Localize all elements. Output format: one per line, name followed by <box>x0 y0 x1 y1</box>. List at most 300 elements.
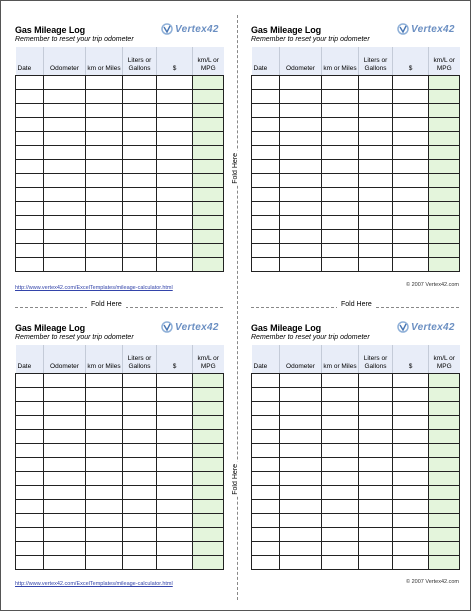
mpg-cell[interactable] <box>429 216 460 230</box>
entry-cell[interactable] <box>252 416 280 430</box>
mpg-cell[interactable] <box>429 528 460 542</box>
entry-cell[interactable] <box>86 374 123 388</box>
entry-cell[interactable] <box>86 444 123 458</box>
entry-cell[interactable] <box>16 374 44 388</box>
mpg-cell[interactable] <box>193 402 224 416</box>
mpg-cell[interactable] <box>429 486 460 500</box>
entry-cell[interactable] <box>252 402 280 416</box>
entry-cell[interactable] <box>359 374 393 388</box>
entry-cell[interactable] <box>44 104 86 118</box>
entry-cell[interactable] <box>393 244 429 258</box>
entry-cell[interactable] <box>393 374 429 388</box>
mpg-cell[interactable] <box>193 458 224 472</box>
entry-cell[interactable] <box>322 160 359 174</box>
entry-cell[interactable] <box>44 472 86 486</box>
entry-cell[interactable] <box>44 458 86 472</box>
entry-cell[interactable] <box>44 216 86 230</box>
entry-cell[interactable] <box>86 188 123 202</box>
entry-cell[interactable] <box>157 90 193 104</box>
entry-cell[interactable] <box>157 258 193 272</box>
entry-cell[interactable] <box>252 216 280 230</box>
entry-cell[interactable] <box>157 132 193 146</box>
entry-cell[interactable] <box>86 132 123 146</box>
entry-cell[interactable] <box>16 90 44 104</box>
entry-cell[interactable] <box>393 216 429 230</box>
mpg-cell[interactable] <box>193 244 224 258</box>
mpg-cell[interactable] <box>193 542 224 556</box>
entry-cell[interactable] <box>359 514 393 528</box>
entry-cell[interactable] <box>322 542 359 556</box>
entry-cell[interactable] <box>359 174 393 188</box>
mpg-cell[interactable] <box>429 258 460 272</box>
entry-cell[interactable] <box>16 146 44 160</box>
entry-cell[interactable] <box>86 486 123 500</box>
entry-cell[interactable] <box>123 444 157 458</box>
entry-cell[interactable] <box>280 388 322 402</box>
entry-cell[interactable] <box>16 500 44 514</box>
entry-cell[interactable] <box>322 104 359 118</box>
entry-cell[interactable] <box>44 514 86 528</box>
mpg-cell[interactable] <box>193 486 224 500</box>
entry-cell[interactable] <box>280 374 322 388</box>
entry-cell[interactable] <box>359 104 393 118</box>
entry-cell[interactable] <box>86 430 123 444</box>
entry-cell[interactable] <box>86 416 123 430</box>
entry-cell[interactable] <box>359 402 393 416</box>
entry-cell[interactable] <box>44 444 86 458</box>
entry-cell[interactable] <box>16 118 44 132</box>
entry-cell[interactable] <box>44 202 86 216</box>
entry-cell[interactable] <box>123 388 157 402</box>
entry-cell[interactable] <box>123 216 157 230</box>
entry-cell[interactable] <box>123 230 157 244</box>
entry-cell[interactable] <box>322 458 359 472</box>
entry-cell[interactable] <box>280 472 322 486</box>
entry-cell[interactable] <box>16 514 44 528</box>
mpg-cell[interactable] <box>193 514 224 528</box>
entry-cell[interactable] <box>252 472 280 486</box>
entry-cell[interactable] <box>86 458 123 472</box>
entry-cell[interactable] <box>44 430 86 444</box>
entry-cell[interactable] <box>359 486 393 500</box>
entry-cell[interactable] <box>359 118 393 132</box>
entry-cell[interactable] <box>280 542 322 556</box>
entry-cell[interactable] <box>280 174 322 188</box>
entry-cell[interactable] <box>16 244 44 258</box>
entry-cell[interactable] <box>322 402 359 416</box>
entry-cell[interactable] <box>359 216 393 230</box>
entry-cell[interactable] <box>44 90 86 104</box>
entry-cell[interactable] <box>359 76 393 90</box>
entry-cell[interactable] <box>393 500 429 514</box>
entry-cell[interactable] <box>280 514 322 528</box>
entry-cell[interactable] <box>16 202 44 216</box>
entry-cell[interactable] <box>359 444 393 458</box>
entry-cell[interactable] <box>393 444 429 458</box>
entry-cell[interactable] <box>393 528 429 542</box>
entry-cell[interactable] <box>157 416 193 430</box>
mpg-cell[interactable] <box>193 216 224 230</box>
entry-cell[interactable] <box>44 542 86 556</box>
entry-cell[interactable] <box>252 146 280 160</box>
entry-cell[interactable] <box>280 444 322 458</box>
entry-cell[interactable] <box>44 416 86 430</box>
entry-cell[interactable] <box>359 160 393 174</box>
entry-cell[interactable] <box>44 258 86 272</box>
entry-cell[interactable] <box>280 160 322 174</box>
entry-cell[interactable] <box>322 174 359 188</box>
entry-cell[interactable] <box>44 388 86 402</box>
entry-cell[interactable] <box>252 500 280 514</box>
entry-cell[interactable] <box>157 76 193 90</box>
entry-cell[interactable] <box>280 528 322 542</box>
entry-cell[interactable] <box>44 174 86 188</box>
entry-cell[interactable] <box>16 160 44 174</box>
entry-cell[interactable] <box>16 430 44 444</box>
entry-cell[interactable] <box>322 244 359 258</box>
mpg-cell[interactable] <box>429 244 460 258</box>
entry-cell[interactable] <box>359 528 393 542</box>
entry-cell[interactable] <box>157 216 193 230</box>
entry-cell[interactable] <box>157 104 193 118</box>
mpg-cell[interactable] <box>193 528 224 542</box>
entry-cell[interactable] <box>280 132 322 146</box>
entry-cell[interactable] <box>280 76 322 90</box>
mpg-cell[interactable] <box>193 104 224 118</box>
entry-cell[interactable] <box>252 104 280 118</box>
entry-cell[interactable] <box>16 444 44 458</box>
entry-cell[interactable] <box>16 188 44 202</box>
entry-cell[interactable] <box>16 230 44 244</box>
entry-cell[interactable] <box>393 514 429 528</box>
mpg-cell[interactable] <box>429 388 460 402</box>
entry-cell[interactable] <box>359 132 393 146</box>
entry-cell[interactable] <box>393 174 429 188</box>
mpg-cell[interactable] <box>193 472 224 486</box>
mpg-cell[interactable] <box>193 500 224 514</box>
entry-cell[interactable] <box>322 430 359 444</box>
entry-cell[interactable] <box>393 258 429 272</box>
entry-cell[interactable] <box>322 374 359 388</box>
entry-cell[interactable] <box>280 556 322 570</box>
entry-cell[interactable] <box>123 202 157 216</box>
entry-cell[interactable] <box>86 104 123 118</box>
entry-cell[interactable] <box>44 160 86 174</box>
entry-cell[interactable] <box>322 90 359 104</box>
entry-cell[interactable] <box>157 388 193 402</box>
entry-cell[interactable] <box>359 258 393 272</box>
entry-cell[interactable] <box>44 528 86 542</box>
entry-cell[interactable] <box>123 556 157 570</box>
entry-cell[interactable] <box>322 118 359 132</box>
entry-cell[interactable] <box>359 430 393 444</box>
entry-cell[interactable] <box>280 216 322 230</box>
entry-cell[interactable] <box>86 258 123 272</box>
entry-cell[interactable] <box>16 416 44 430</box>
entry-cell[interactable] <box>44 374 86 388</box>
entry-cell[interactable] <box>86 514 123 528</box>
entry-cell[interactable] <box>359 542 393 556</box>
entry-cell[interactable] <box>123 132 157 146</box>
mpg-cell[interactable] <box>429 542 460 556</box>
mpg-cell[interactable] <box>193 174 224 188</box>
entry-cell[interactable] <box>322 472 359 486</box>
mpg-cell[interactable] <box>429 230 460 244</box>
entry-cell[interactable] <box>157 514 193 528</box>
mpg-cell[interactable] <box>429 188 460 202</box>
entry-cell[interactable] <box>86 500 123 514</box>
entry-cell[interactable] <box>16 542 44 556</box>
entry-cell[interactable] <box>16 76 44 90</box>
mpg-cell[interactable] <box>193 76 224 90</box>
entry-cell[interactable] <box>123 486 157 500</box>
entry-cell[interactable] <box>86 556 123 570</box>
entry-cell[interactable] <box>393 76 429 90</box>
entry-cell[interactable] <box>280 258 322 272</box>
mpg-cell[interactable] <box>193 444 224 458</box>
mpg-cell[interactable] <box>429 160 460 174</box>
entry-cell[interactable] <box>322 486 359 500</box>
mpg-cell[interactable] <box>429 416 460 430</box>
entry-cell[interactable] <box>252 230 280 244</box>
entry-cell[interactable] <box>252 514 280 528</box>
template-url-link[interactable]: http://www.vertex42.com/ExcelTemplates/mileage-calculator.html <box>15 581 173 587</box>
entry-cell[interactable] <box>252 160 280 174</box>
entry-cell[interactable] <box>280 458 322 472</box>
entry-cell[interactable] <box>280 90 322 104</box>
mpg-cell[interactable] <box>429 374 460 388</box>
entry-cell[interactable] <box>393 486 429 500</box>
entry-cell[interactable] <box>44 76 86 90</box>
entry-cell[interactable] <box>252 258 280 272</box>
entry-cell[interactable] <box>322 416 359 430</box>
entry-cell[interactable] <box>86 230 123 244</box>
entry-cell[interactable] <box>252 528 280 542</box>
entry-cell[interactable] <box>123 416 157 430</box>
entry-cell[interactable] <box>123 514 157 528</box>
entry-cell[interactable] <box>86 76 123 90</box>
mpg-cell[interactable] <box>193 188 224 202</box>
entry-cell[interactable] <box>252 90 280 104</box>
mpg-cell[interactable] <box>429 402 460 416</box>
entry-cell[interactable] <box>280 486 322 500</box>
entry-cell[interactable] <box>252 244 280 258</box>
entry-cell[interactable] <box>393 416 429 430</box>
mpg-cell[interactable] <box>429 556 460 570</box>
entry-cell[interactable] <box>359 146 393 160</box>
entry-cell[interactable] <box>393 160 429 174</box>
entry-cell[interactable] <box>322 202 359 216</box>
entry-cell[interactable] <box>16 132 44 146</box>
entry-cell[interactable] <box>16 458 44 472</box>
mpg-cell[interactable] <box>193 118 224 132</box>
entry-cell[interactable] <box>280 230 322 244</box>
entry-cell[interactable] <box>280 188 322 202</box>
mpg-cell[interactable] <box>429 202 460 216</box>
entry-cell[interactable] <box>393 188 429 202</box>
entry-cell[interactable] <box>359 416 393 430</box>
entry-cell[interactable] <box>322 388 359 402</box>
entry-cell[interactable] <box>157 188 193 202</box>
entry-cell[interactable] <box>393 542 429 556</box>
entry-cell[interactable] <box>86 118 123 132</box>
entry-cell[interactable] <box>44 146 86 160</box>
mpg-cell[interactable] <box>193 388 224 402</box>
entry-cell[interactable] <box>322 528 359 542</box>
entry-cell[interactable] <box>359 388 393 402</box>
entry-cell[interactable] <box>123 76 157 90</box>
entry-cell[interactable] <box>322 556 359 570</box>
entry-cell[interactable] <box>252 202 280 216</box>
entry-cell[interactable] <box>157 430 193 444</box>
entry-cell[interactable] <box>393 230 429 244</box>
entry-cell[interactable] <box>123 258 157 272</box>
entry-cell[interactable] <box>44 500 86 514</box>
entry-cell[interactable] <box>252 430 280 444</box>
entry-cell[interactable] <box>359 500 393 514</box>
entry-cell[interactable] <box>86 202 123 216</box>
entry-cell[interactable] <box>252 486 280 500</box>
entry-cell[interactable] <box>16 402 44 416</box>
mpg-cell[interactable] <box>193 416 224 430</box>
entry-cell[interactable] <box>16 174 44 188</box>
entry-cell[interactable] <box>123 118 157 132</box>
entry-cell[interactable] <box>322 132 359 146</box>
entry-cell[interactable] <box>86 90 123 104</box>
entry-cell[interactable] <box>322 188 359 202</box>
entry-cell[interactable] <box>44 486 86 500</box>
mpg-cell[interactable] <box>429 458 460 472</box>
entry-cell[interactable] <box>86 160 123 174</box>
entry-cell[interactable] <box>16 556 44 570</box>
mpg-cell[interactable] <box>429 472 460 486</box>
entry-cell[interactable] <box>252 132 280 146</box>
entry-cell[interactable] <box>157 542 193 556</box>
entry-cell[interactable] <box>123 90 157 104</box>
entry-cell[interactable] <box>252 76 280 90</box>
entry-cell[interactable] <box>252 542 280 556</box>
entry-cell[interactable] <box>393 458 429 472</box>
entry-cell[interactable] <box>123 160 157 174</box>
entry-cell[interactable] <box>322 230 359 244</box>
entry-cell[interactable] <box>393 430 429 444</box>
entry-cell[interactable] <box>252 444 280 458</box>
mpg-cell[interactable] <box>193 202 224 216</box>
entry-cell[interactable] <box>322 514 359 528</box>
entry-cell[interactable] <box>252 374 280 388</box>
entry-cell[interactable] <box>359 188 393 202</box>
entry-cell[interactable] <box>86 244 123 258</box>
entry-cell[interactable] <box>123 174 157 188</box>
mpg-cell[interactable] <box>193 160 224 174</box>
entry-cell[interactable] <box>86 146 123 160</box>
entry-cell[interactable] <box>157 244 193 258</box>
mpg-cell[interactable] <box>193 258 224 272</box>
entry-cell[interactable] <box>123 458 157 472</box>
mpg-cell[interactable] <box>429 500 460 514</box>
entry-cell[interactable] <box>123 104 157 118</box>
entry-cell[interactable] <box>252 118 280 132</box>
mpg-cell[interactable] <box>429 174 460 188</box>
mpg-cell[interactable] <box>193 374 224 388</box>
entry-cell[interactable] <box>16 388 44 402</box>
entry-cell[interactable] <box>157 444 193 458</box>
entry-cell[interactable] <box>157 174 193 188</box>
entry-cell[interactable] <box>157 402 193 416</box>
entry-cell[interactable] <box>86 542 123 556</box>
entry-cell[interactable] <box>123 500 157 514</box>
entry-cell[interactable] <box>157 160 193 174</box>
entry-cell[interactable] <box>123 528 157 542</box>
entry-cell[interactable] <box>123 188 157 202</box>
entry-cell[interactable] <box>252 556 280 570</box>
mpg-cell[interactable] <box>429 444 460 458</box>
mpg-cell[interactable] <box>429 146 460 160</box>
entry-cell[interactable] <box>157 374 193 388</box>
entry-cell[interactable] <box>280 244 322 258</box>
entry-cell[interactable] <box>393 118 429 132</box>
entry-cell[interactable] <box>393 132 429 146</box>
entry-cell[interactable] <box>359 230 393 244</box>
entry-cell[interactable] <box>393 388 429 402</box>
entry-cell[interactable] <box>252 174 280 188</box>
entry-cell[interactable] <box>322 216 359 230</box>
mpg-cell[interactable] <box>193 132 224 146</box>
entry-cell[interactable] <box>359 244 393 258</box>
entry-cell[interactable] <box>157 202 193 216</box>
entry-cell[interactable] <box>393 402 429 416</box>
entry-cell[interactable] <box>16 528 44 542</box>
mpg-cell[interactable] <box>193 146 224 160</box>
mpg-cell[interactable] <box>429 104 460 118</box>
entry-cell[interactable] <box>322 500 359 514</box>
entry-cell[interactable] <box>44 230 86 244</box>
entry-cell[interactable] <box>44 556 86 570</box>
entry-cell[interactable] <box>280 402 322 416</box>
entry-cell[interactable] <box>280 416 322 430</box>
mpg-cell[interactable] <box>193 230 224 244</box>
entry-cell[interactable] <box>252 188 280 202</box>
entry-cell[interactable] <box>322 444 359 458</box>
entry-cell[interactable] <box>123 402 157 416</box>
entry-cell[interactable] <box>86 472 123 486</box>
entry-cell[interactable] <box>393 146 429 160</box>
entry-cell[interactable] <box>44 244 86 258</box>
entry-cell[interactable] <box>16 216 44 230</box>
entry-cell[interactable] <box>157 472 193 486</box>
mpg-cell[interactable] <box>429 76 460 90</box>
entry-cell[interactable] <box>322 146 359 160</box>
entry-cell[interactable] <box>44 132 86 146</box>
entry-cell[interactable] <box>393 472 429 486</box>
entry-cell[interactable] <box>86 216 123 230</box>
entry-cell[interactable] <box>252 388 280 402</box>
entry-cell[interactable] <box>359 458 393 472</box>
entry-cell[interactable] <box>359 202 393 216</box>
entry-cell[interactable] <box>86 402 123 416</box>
entry-cell[interactable] <box>393 90 429 104</box>
entry-cell[interactable] <box>393 556 429 570</box>
entry-cell[interactable] <box>16 472 44 486</box>
entry-cell[interactable] <box>280 146 322 160</box>
entry-cell[interactable] <box>86 528 123 542</box>
entry-cell[interactable] <box>123 542 157 556</box>
entry-cell[interactable] <box>280 430 322 444</box>
entry-cell[interactable] <box>252 458 280 472</box>
entry-cell[interactable] <box>86 174 123 188</box>
entry-cell[interactable] <box>393 202 429 216</box>
entry-cell[interactable] <box>16 258 44 272</box>
